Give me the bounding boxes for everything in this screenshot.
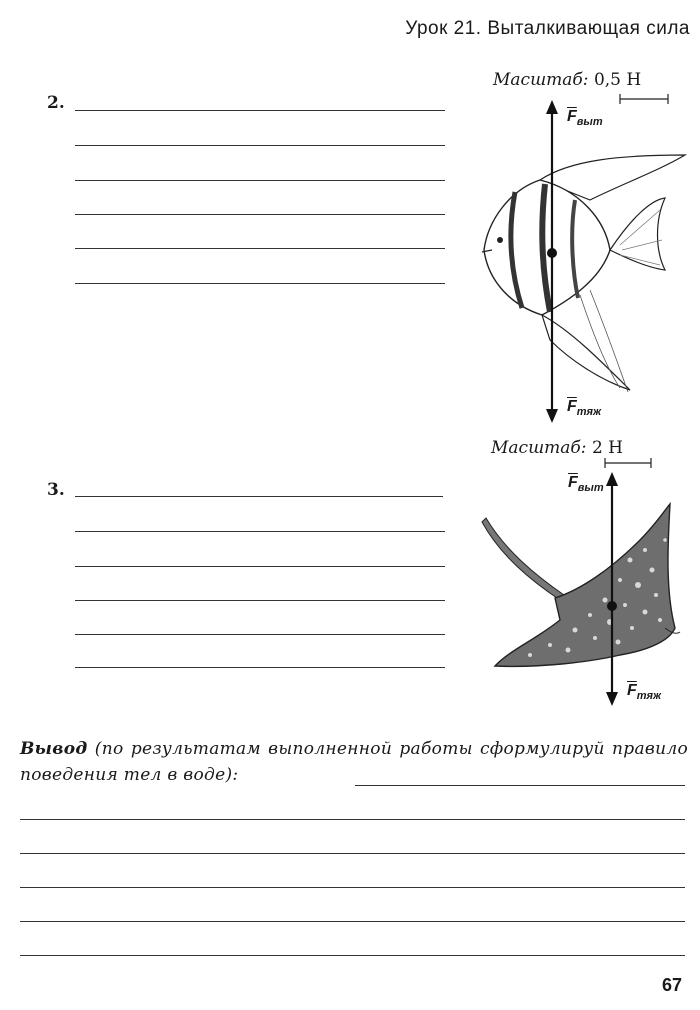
stingray-figure [480,500,685,685]
force-buoyant-label-2: $\overline{F}_{выт}$ [567,108,603,129]
conclusion-answer-line[interactable] [20,921,685,922]
conclusion-answer-line[interactable] [355,785,685,786]
conclusion-text: (по результатам выполненной работы сформулируй правило поведения тел в воде): [20,739,688,785]
task-2-answer-line[interactable] [75,283,445,284]
conclusion-answer-line[interactable] [20,819,685,820]
force-buoyant-label-3: $\overline{F}_{выт}$ [568,474,604,495]
conclusion-title: Вывод [20,739,88,759]
force-gravity-label-3: $\overline{F}_{тяж}$ [627,682,662,703]
lesson-header: Урок 21. Выталкивающая сила [405,18,690,39]
arrow-up-icon [606,472,618,486]
task-3-number: 3. [47,480,65,500]
angelfish-figure [470,100,690,430]
task-3-answer-line[interactable] [75,566,445,567]
task-2-answer-line[interactable] [75,110,445,111]
task-3-answer-line[interactable] [75,531,445,532]
task-2-number: 2. [47,93,65,113]
page-number: 67 [661,975,682,995]
arrow-down-icon [546,409,558,423]
task-2-force-arrows [540,100,570,425]
conclusion-answer-line[interactable] [20,887,685,888]
conclusion-prompt [20,736,688,788]
scale-label: Масштаб: [493,70,589,90]
task-3-answer-line[interactable] [75,600,445,601]
task-3-scale [491,438,623,458]
arrow-up-icon [546,100,558,114]
scale-value: 2 Н [591,438,623,458]
conclusion-answer-line[interactable] [20,853,685,854]
task-3-answer-line[interactable] [75,667,445,668]
arrow-down-icon [606,692,618,706]
center-of-mass-dot [607,601,617,611]
center-of-mass-dot [547,248,557,258]
task-3-answer-line[interactable] [75,634,445,635]
scale-value: 0,5 Н [593,70,642,90]
force-gravity-label-2: $\overline{F}_{тяж}$ [567,398,602,419]
scale-bar-icon [603,456,653,470]
task-2-answer-line[interactable] [75,180,445,181]
task-2-answer-line[interactable] [75,145,445,146]
task-2-scale [493,70,641,90]
task-2-answer-line[interactable] [75,248,445,249]
conclusion-answer-line[interactable] [20,955,685,956]
task-3-force-arrows [600,472,626,707]
task-3-answer-line[interactable] [75,496,443,497]
task-2-answer-line[interactable] [75,214,445,215]
scale-label: Масштаб: [491,438,587,458]
